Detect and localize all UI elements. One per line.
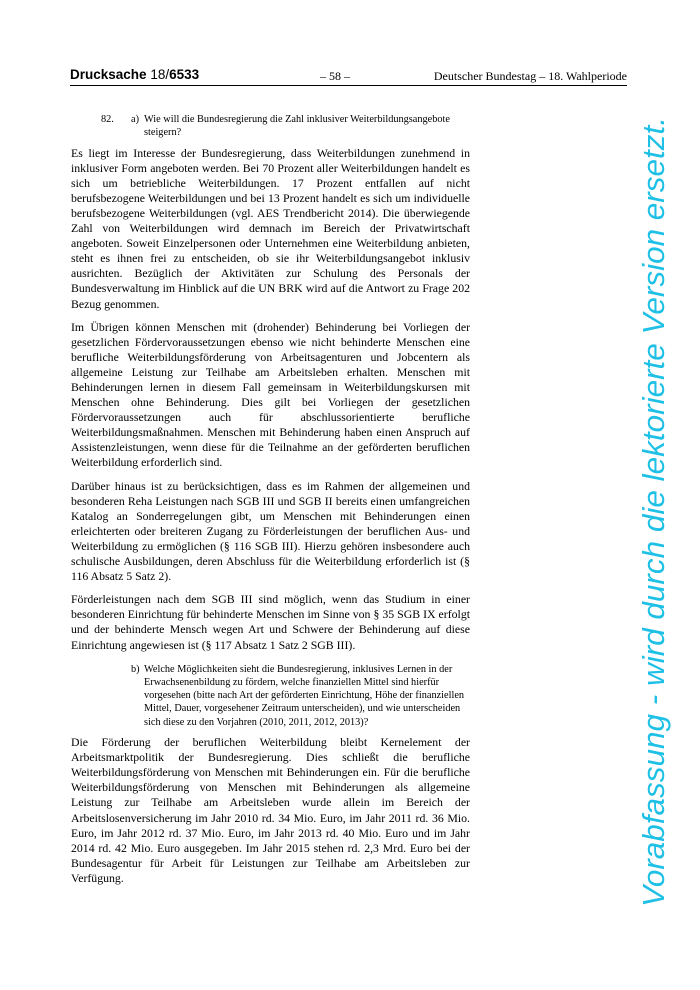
question-82b	[71, 663, 470, 729]
question-number: 82.	[101, 114, 114, 125]
document-number	[70, 67, 199, 83]
page-header	[70, 67, 627, 86]
page-number: – 58 –	[320, 69, 350, 83]
watermark-svg	[617, 110, 687, 910]
answer-paragraph: Im Übrigen können Menschen mit (drohender) Behinderung bei Vorliegen der gesetzlichen Fördervoraussetzungen ebenso wie nicht behinderte Menschen eine berufliche Weiterbildungsförderung von Arbeitsagenturen und Jobcentern als allgemeine Leistung zur Teilhabe am Arbeitsleben erhalten. Menschen mit Behinderungen lernen in diesem Fall gemeinsam in Weiterbildungskursen mit Menschen ohne Behinderung. Dies gilt bei Vorliegen der gesetzlichen Fördervoraussetzungen auch für abschlussorientierte berufliche Weiterbildungsmaßnahmen. Menschen mit Behinderung haben einen Anspruch auf Assistenzleistungen, wenn diese für die Teilnahme an der geförderten beruflichen Weiterbildung erforderlich sind.	[71, 319, 470, 470]
watermark-text: Vorabfassung - wird durch die lektorierte Version ersetzt.	[636, 128, 671, 907]
answer-paragraph: Es liegt im Interesse der Bundesregierung, dass Weiterbildungen zunehmend in inklusiver Form angeboten werden. Bei 70 Prozent aller Weiterbildungen handelt es sich um betriebliche Weiterbildungen. 17 Prozent entfallen auf nicht berufsbezogene Weiterbildungen und bei 13 Prozent handelt es sich um individuelle berufsbezogene Weiterbildungen (vgl. AES Trendbericht 2014). Die überwiegende Zahl von Weiterbildungen wird demnach im Bereich der Privatwirtschaft angeboten. Soweit Einzelpersonen oder Unternehmen eine Weiterbildung anbieten, steht es ihnen frei zu entscheiden, ob sie ihr Weiterbildungsangebot inklusiv ausrichten. Bezüglich der Aktivitäten zur Schulung des Personals der Bundesverwaltung im Hinblick auf die UN BRK wird auf die Antwort zu Frage 202 Bezug genommen.	[71, 145, 470, 311]
question-letter: b)	[131, 663, 140, 675]
question-letter: a)	[131, 114, 139, 125]
answer-paragraph: Die Förderung der beruflichen Weiterbildung bleibt Kernelement der Arbeitsmarktpolitik der Bundesregierung. Dies schließt die berufliche Weiterbildungsförderung von Menschen mit Behinderungen ein. Für die berufliche Weiterbildungsförderung von Menschen mit Behinderungen als allgemeine Leistung zur Teilhabe am Arbeitsleben wurde allein im Bereich der Arbeitslosenversicherung im Jahr 2010 rd. 34 Mio. Euro, im Jahr 2011 rd. 36 Mio. Euro, im Jahr 2012 rd. 37 Mio. Euro, im Jahr 2013 rd. 40 Mio. Euro und im Jahr 2014 rd. 42 Mio. Euro ausgegeben. Im Jahr 2015 stehen rd. 2,3 Mrd. Euro bei der Bundesagentur für Arbeit für Leistungen zur Teilhabe am Arbeitsleben zur Verfügung.	[71, 735, 470, 885]
draft-watermark	[617, 110, 687, 910]
question-text: Wie will die Bundesregierung die Zahl inklusiver Weiterbildungsangebote steigern?	[144, 114, 450, 139]
document-label: Drucksache	[70, 67, 147, 82]
answer-paragraph: Darüber hinaus ist zu berücksichtigen, dass es im Rahmen der allgemeinen und besonderen Reha Leistungen nach SGB III und SGB II bereits einen umfangreichen Katalog an Sonderregelungen gibt, um Menschen mit Behinderungen einen erleichterten oder breiteren Zugang zu Förderleistungen der beruflichen Aus- und Weiterbildung zu ermöglichen (§ 116 SGB III). Hierzu gehören insbesondere auch schulische Ausbildungen, deren Abschluss für die Weiterbildung erforderlich ist (§ 116 Absatz 5 Satz 2).	[71, 478, 470, 584]
document-number-value: 6533	[169, 67, 200, 82]
answer-paragraph: Förderleistungen nach dem SGB III sind möglich, wenn das Studium in einer besonderen Einrichtung für behinderte Menschen im Sinne von § 35 SGB IX erfolgt und der behinderte Mensch wegen Art und Schwere der Behinderung auf diese Einrichtung angewiesen ist (§ 117 Absatz 1 Satz 2 SGB III).	[71, 592, 470, 652]
question-82a	[71, 113, 470, 140]
document-number-prefix: 18/	[150, 67, 170, 82]
publisher-label: Deutscher Bundestag – 18. Wahlperiode	[433, 69, 627, 83]
page-body	[71, 113, 470, 894]
question-text: Welche Möglichkeiten sieht die Bundesregierung, inklusives Lernen in der Erwachsenenbildung zu fördern, welche finanziellen Mittel sind hierfür vorgesehen (bitte nach Art der geförderten Einrichtung, Höhe der finanziellen Mittel, Dauer, vorgesehener Zeitraum unterscheiden), und wie unterscheiden sich diese zu den Vorjahren (2010, 2011, 2012, 2013)?	[144, 663, 465, 728]
